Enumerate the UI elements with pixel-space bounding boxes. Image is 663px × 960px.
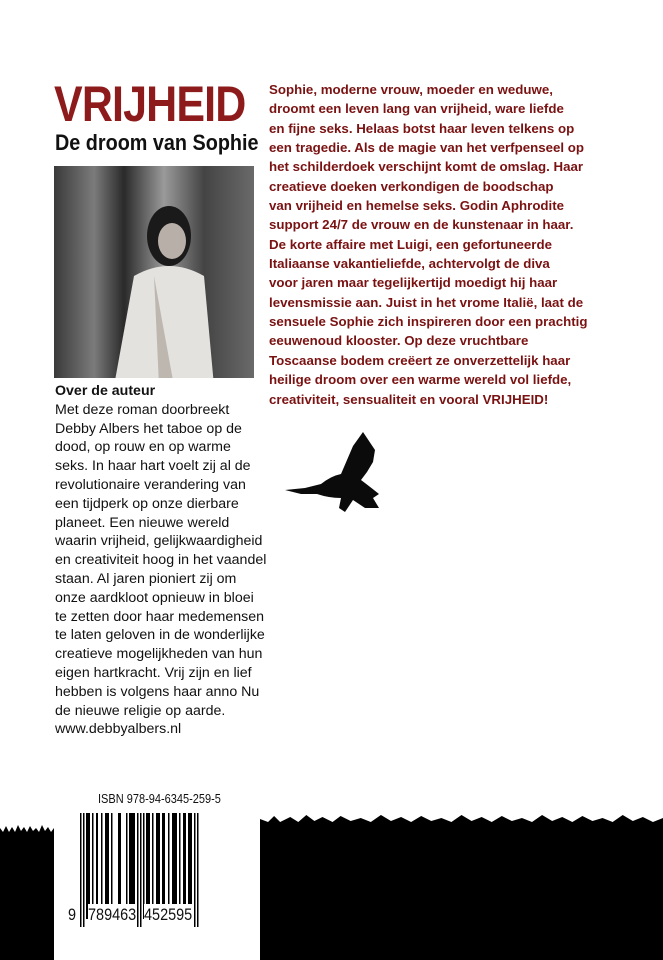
barcode-digit-first: 9 bbox=[68, 905, 77, 924]
author-bio: Met deze roman doorbreekt Debby Albers het taboe op de dood, op rouw en op warme seks. In haar hart voelt zij al de revolutionaire verandering van een tijdperk op onze dierbare planeet. Een nieuwe wereld waarin vrijheid, gelijkwaardigheid en creativiteit hoog in het vaandel staan. Al jaren pioniert zij om onze aardkloot opnieuw in bloei te zetten door haar medemensen te laten geloven in de wonderlijke creatieve mogelijkheden van hun eigen hartkracht. Vrij zijn en lief hebben is volgens haar anno Nu de nieuwe religie op aarde. bbox=[55, 401, 267, 719]
isbn-label: ISBN 978-94-6345-259-5 bbox=[98, 792, 221, 806]
grass-silhouette-right bbox=[260, 822, 663, 960]
author-website[interactable]: www.debbyalbers.nl bbox=[55, 721, 182, 738]
barcode-area bbox=[54, 780, 260, 960]
bird-icon bbox=[283, 428, 383, 518]
author-section bbox=[55, 382, 267, 739]
author-figure bbox=[114, 196, 214, 378]
author-photo bbox=[54, 166, 254, 378]
barcode-digits-right: 452595 bbox=[144, 905, 193, 924]
book-blurb: Sophie, moderne vrouw, moeder en weduwe, droomt een leven lang van vrijheid, ware liefde en fijne seks. Helaas botst haar leven telkens op een tragedie. Als de magie van het verfpenseel op het schilderdoek verschijnt komt de omslag. Haar creatieve doeken verkondigen de boodschap van vrijheid en hemelse seks. Godin Aphrodite support 24/7 de vrouw en de kunstenaar in haar. De korte affaire met Luigi, een gefortuneerde Italiaanse vakantieliefde, achtervolgt de diva voor jaren maar tegelijkertijd moedigt hij haar levensmissie aan. Juist in het vrome Italië, laat de sensuele Sophie zich inspireren door een prachtig eeuwenoud klooster. Op deze vruchtbare Toscaanse bodem creëert ze onverzettelijk haar heilige droom over een warme wereld vol liefde, creativiteit, sensualiteit en vooral VRIJHEID! bbox=[269, 82, 588, 407]
book-subtitle: De droom van Sophie bbox=[55, 130, 259, 155]
book-title: VRIJHEID bbox=[54, 76, 246, 132]
barcode-digits-left: 789463 bbox=[88, 905, 137, 924]
author-heading: Over de auteur bbox=[55, 383, 156, 399]
grass-silhouette-left bbox=[0, 832, 54, 960]
